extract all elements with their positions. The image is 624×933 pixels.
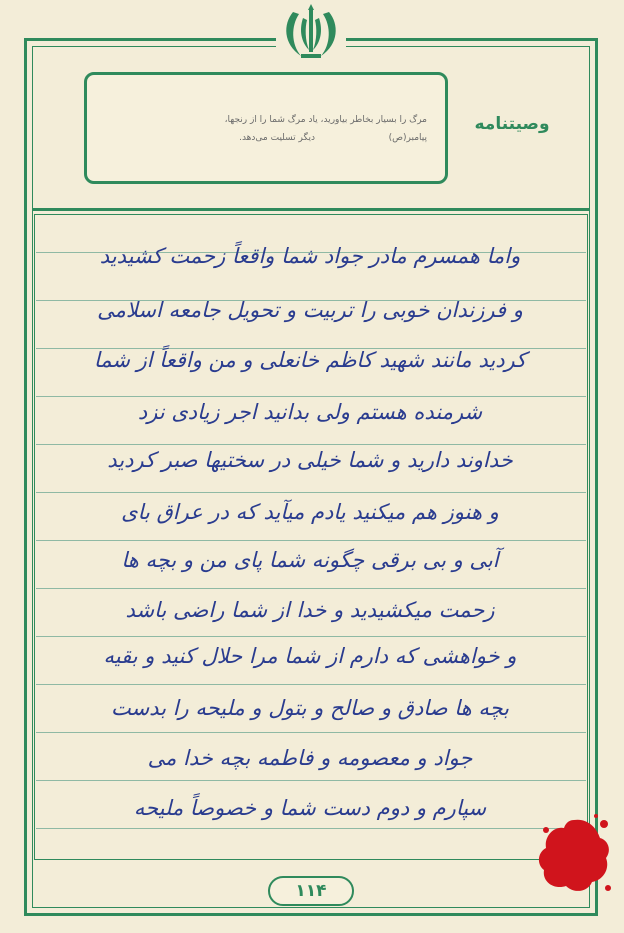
handwritten-line-9: و خواهشی که دارم از شما مرا حلال کنید و بقیه [103, 644, 517, 668]
handwritten-line-5: خداوند دارید و شما خیلی در سختیها صبر کردید [107, 448, 513, 472]
handwritten-line-6: و هنوز هم میکنید یادم میآید که در عراق بای [121, 500, 499, 524]
ruled-line [36, 828, 586, 829]
handwritten-line-2: و فرزندان خوبی را تربیت و تحویل جامعه اسلامی [97, 298, 523, 322]
blood-stain-icon [534, 808, 614, 898]
ruled-line [36, 588, 586, 589]
ruled-line [36, 684, 586, 685]
page-number: ۱۱۴ [268, 876, 354, 906]
handwritten-line-8: زحمت میکشیدید و خدا از شما راضی باشد [125, 598, 495, 622]
quote-line-1: مرگ را بسیار بخاطر بیاورید، یاد مرگ شما را از رنجها، [224, 115, 427, 125]
handwritten-line-1: واما همسرم مادر جواد شما واقعاً زحمت کشیدید [99, 244, 521, 268]
page-title: وصیتنامه [474, 114, 550, 134]
header-quote-box [84, 72, 448, 184]
handwritten-line-3: کردید مانند شهید کاظم خانعلی و من واقعاً از شما [93, 348, 527, 372]
handwritten-line-4: شرمنده هستم ولی بدانید اجر زیادی نزد [137, 400, 483, 424]
header-divider [32, 208, 590, 211]
quote-line-2: دیگر تسلیت می‌دهد. [239, 133, 315, 143]
quote-author: پیامبر(ص) [388, 133, 427, 143]
handwritten-line-10: بچه ها صادق و صالح و بتول و ملیحه را بدست [110, 696, 510, 720]
ruled-line [36, 780, 586, 781]
handwritten-line-7: آبی و بی برقی چگونه شما پای من و بچه ها [121, 548, 499, 572]
iran-emblem-icon [276, 2, 346, 64]
ruled-line [36, 732, 586, 733]
handwritten-line-11: جواد و معصومه و فاطمه بچه خدا می [147, 746, 473, 770]
handwritten-line-12: سپارم و دوم دست شما و خصوصاً ملیحه [133, 796, 487, 820]
